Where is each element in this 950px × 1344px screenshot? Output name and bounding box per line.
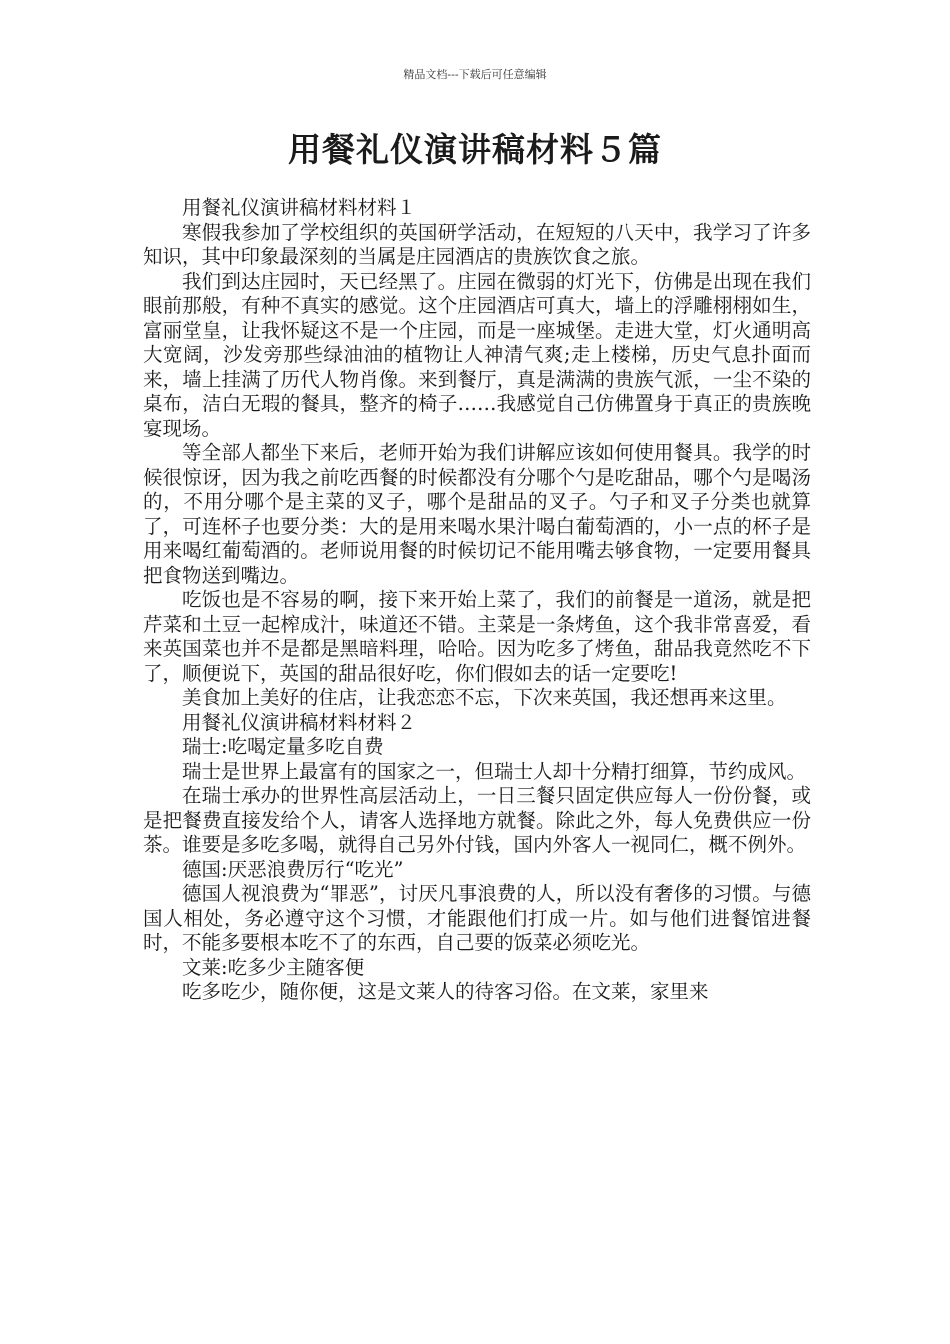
section-heading: 用餐礼仪演讲稿材料材料１ [182, 196, 417, 219]
paragraph: 寒假我参加了学校组织的英国研学活动，在短短的八天中，我学习了许多知识，其中印象最深刻的当属是庄园酒店的贵族饮食之旅。 [143, 220, 811, 268]
subheading: 德国:厌恶浪费厉行“吃光” [182, 857, 404, 881]
paragraph: 德国人视浪费为“罪恶”，讨厌凡事浪费的人，所以没有奢侈的习惯。与德国人相处，务必遵守这个习惯，才能跟他们打成一片。如与他们进餐馆进餐时，不能多要根本吃不了的东西，自己要的饭菜必须吃光。 [143, 882, 811, 954]
subheading: 瑞士:吃喝定量多吃自费 [182, 735, 384, 758]
paragraph: 在瑞士承办的世界性高层活动上，一日三餐只固定供应每人一份份餐，或是把餐费直接发给个人，请客人选择地方就餐。除此之外，每人免费供应一份茶。谁要是多吃多喝，就得自己另外付钱，国内外客人一视同仁，概不例外。 [143, 784, 811, 856]
page-header-note: 精品文档---下载后可任意编辑 [403, 68, 547, 81]
paragraph: 我们到达庄园时，天已经黑了。庄园在微弱的灯光下，仿佛是出现在我们眼前那般，有种不真实的感觉。这个庄园酒店可真大，墙上的浮雕栩栩如生，富丽堂皇，让我怀疑这不是一个庄园，而是一座城堡。走进大堂，灯火通明高大宽阔，沙发旁那些绿油油的植物让人神清气爽;走上楼梯，历史气息扑面而来，墙上挂满了历代人物肖像。来到餐厅，真是满满的贵族气派，一尘不染的桌布，洁白无瑕的餐具，整齐的椅子……我感觉自己仿佛置身于真正的贵族晚宴现场。 [143, 269, 811, 440]
paragraph: 吃多吃少，随你便，这是文莱人的待客习俗。在文莱，家里来 [182, 980, 709, 1003]
document-body [143, 196, 811, 1005]
paragraph: 等全部人都坐下来后，老师开始为我们讲解应该如何使用餐具。我学的时候很惊讶，因为我之前吃西餐的时候都没有分哪个勺是吃甜品，哪个勺是喝汤的，不用分哪个是主菜的叉子，哪个是甜品的叉子。勺子和叉子分类也就算了，可连杯子也要分类：大的是用来喝水果汁喝白葡萄酒的，小一点的杯子是用来喝红葡萄酒的。老师说用餐的时候切记不能用嘴去够食物，一定要用餐具把食物送到嘴边。 [143, 441, 811, 587]
section-heading: 用餐礼仪演讲稿材料材料２ [182, 710, 417, 734]
document-title: 用餐礼仪演讲稿材料５篇 [288, 130, 662, 169]
paragraph: 瑞士是世界上最富有的国家之一，但瑞士人却十分精打细算，节约成风。 [182, 759, 807, 783]
subheading: 文莱:吃多少主随客便 [182, 955, 365, 979]
paragraph: 美食加上美好的住店，让我恋恋不忘，下次来英国，我还想再来这里。 [182, 686, 787, 709]
paragraph: 吃饭也是不容易的啊，接下来开始上菜了，我们的前餐是一道汤，就是把芹菜和土豆一起榨成汁，味道还不错。主菜是一条烤鱼，这个我非常喜爱，看来英国菜也并不是都是黑暗料理，哈哈。因为吃多了烤鱼，甜品我竟然吃不下了，顺便说下，英国的甜品很好吃，你们假如去的话一定要吃! [143, 588, 811, 685]
